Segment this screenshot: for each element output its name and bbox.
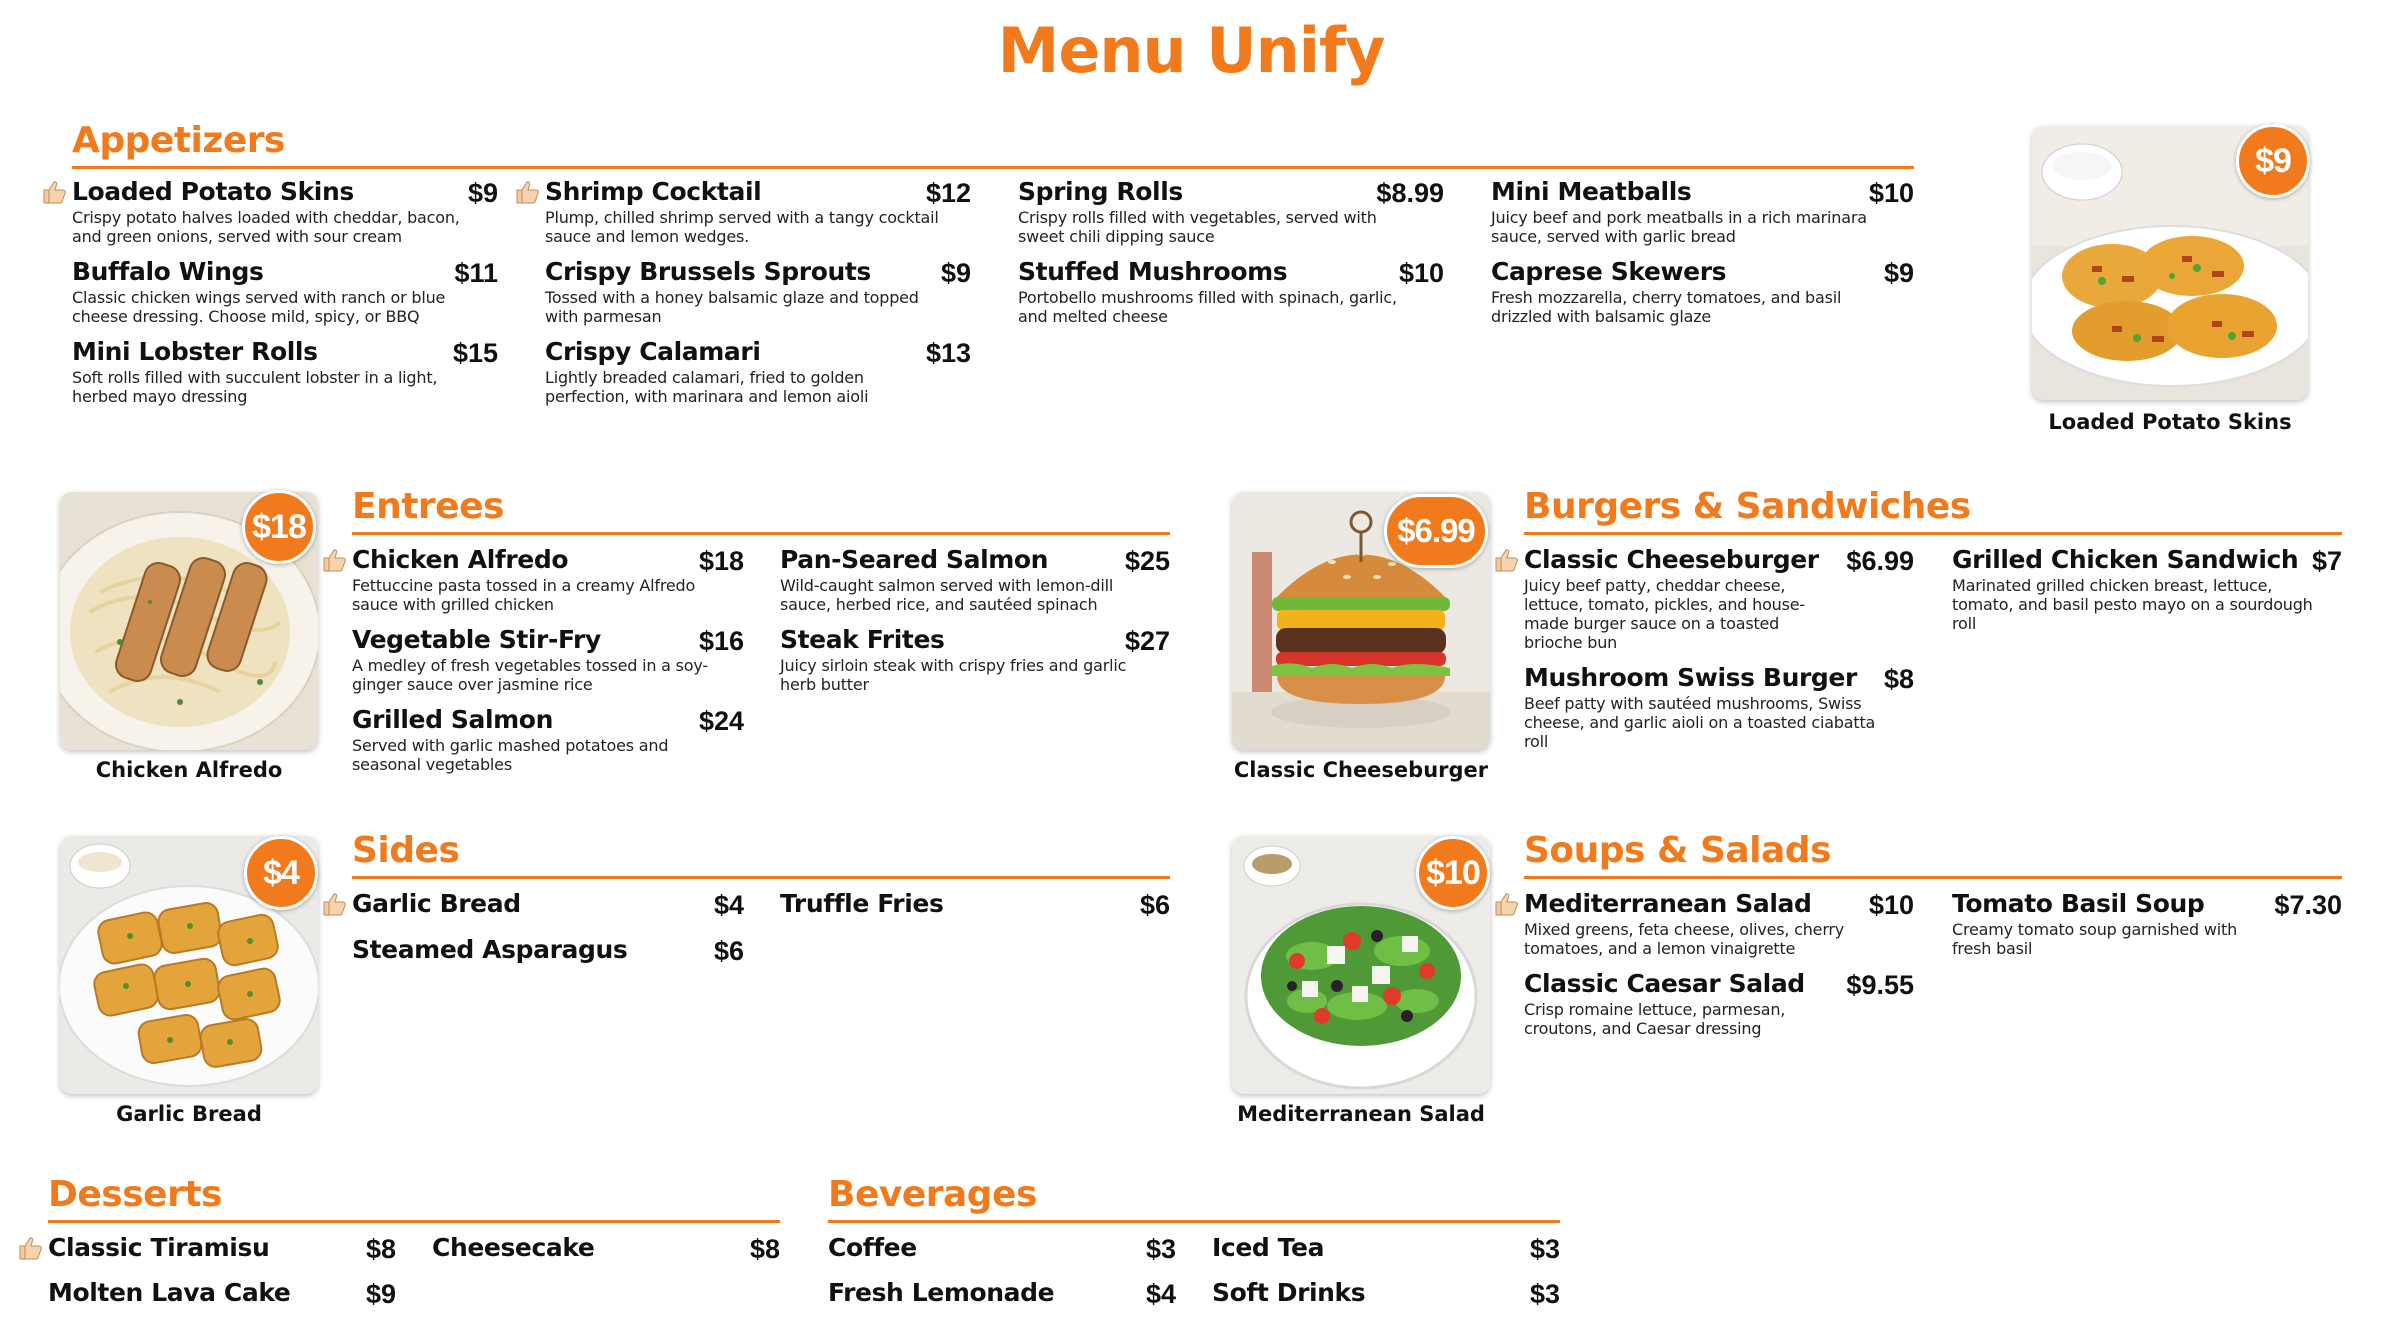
section-divider xyxy=(828,1220,1560,1223)
item-name: Crispy Calamari xyxy=(545,337,761,366)
item-price: $9 xyxy=(1883,258,1914,288)
menu-item[interactable] xyxy=(780,624,1170,694)
photo-caption: Garlic Bread xyxy=(116,1102,262,1126)
section-divider xyxy=(72,166,1914,169)
menu-item[interactable] xyxy=(1952,888,2342,958)
item-price: $15 xyxy=(452,338,498,368)
menu-item[interactable] xyxy=(352,888,744,920)
item-name: Mini Lobster Rolls xyxy=(72,337,318,366)
thumbs-up-icon xyxy=(513,178,541,206)
thumbs-up-icon xyxy=(40,178,68,206)
item-price: $16 xyxy=(698,626,744,656)
section-divider xyxy=(48,1220,780,1223)
photo-caption: Loaded Potato Skins xyxy=(2048,410,2292,434)
menu-item[interactable] xyxy=(828,1277,1176,1309)
section-appetizers xyxy=(72,118,1914,169)
menu-item[interactable] xyxy=(432,1232,780,1264)
item-description: Served with garlic mashed potatoes and seasonal vegetables xyxy=(352,736,669,774)
item-name: Tomato Basil Soup xyxy=(1952,889,2205,918)
menu-item[interactable] xyxy=(1212,1232,1560,1264)
price-badge: $10 xyxy=(1416,836,1490,910)
price-badge: $6.99 xyxy=(1384,494,1488,568)
item-price: $25 xyxy=(1124,546,1170,576)
item-price: $3 xyxy=(1145,1234,1176,1264)
section-divider xyxy=(352,876,1170,879)
section-heading: Burgers & Sandwiches xyxy=(1524,486,1971,527)
thumbs-up-icon xyxy=(320,890,348,918)
thumbs-up-icon xyxy=(16,1234,44,1262)
item-name: Iced Tea xyxy=(1212,1233,1325,1262)
thumbs-up-icon xyxy=(320,546,348,574)
item-price: $7 xyxy=(2311,546,2342,576)
menu-item[interactable] xyxy=(1524,544,1914,652)
item-price: $8 xyxy=(365,1234,396,1264)
item-price: $8 xyxy=(1883,664,1914,694)
item-price: $8 xyxy=(749,1234,780,1264)
item-price: $3 xyxy=(1529,1234,1560,1264)
item-name: Molten Lava Cake xyxy=(48,1278,291,1307)
item-price: $10 xyxy=(1868,178,1914,208)
item-description: Marinated grilled chicken breast, lettuce, tomato, and basil pesto mayo on a sourdough roll xyxy=(1952,576,2313,633)
item-name: Pan-Seared Salmon xyxy=(780,545,1049,574)
item-price: $9 xyxy=(467,178,498,208)
item-name: Coffee xyxy=(828,1233,917,1262)
item-description: Mixed greens, feta cheese, olives, cherry tomatoes, and a lemon vinaigrette xyxy=(1524,920,1845,958)
item-name: Mini Meatballs xyxy=(1491,177,1692,206)
menu-item[interactable] xyxy=(780,888,1170,920)
item-description: Fresh mozzarella, cherry tomatoes, and basil drizzled with balsamic glaze xyxy=(1491,288,1842,326)
item-price: $9.55 xyxy=(1846,970,1914,1000)
item-description: A medley of fresh vegetables tossed in a soy-ginger sauce over jasmine rice xyxy=(352,656,708,694)
item-price: $6.99 xyxy=(1846,546,1914,576)
menu-item[interactable] xyxy=(48,1277,396,1309)
item-description: Crisp romaine lettuce, parmesan, croutons, and Caesar dressing xyxy=(1524,1000,1786,1038)
menu-item[interactable] xyxy=(545,176,971,246)
item-description: Fettuccine pasta tossed in a creamy Alfredo sauce with grilled chicken xyxy=(352,576,696,614)
item-name: Truffle Fries xyxy=(780,889,944,918)
menu-item[interactable] xyxy=(352,544,744,614)
item-name: Crispy Brussels Sprouts xyxy=(545,257,871,286)
item-name: Steak Frites xyxy=(780,625,945,654)
item-price: $12 xyxy=(925,178,971,208)
section-heading: Beverages xyxy=(828,1174,1037,1215)
menu-item[interactable] xyxy=(1524,968,1914,1038)
menu-item[interactable] xyxy=(780,544,1170,614)
section-divider xyxy=(352,532,1170,535)
item-description: Plump, chilled shrimp served with a tangy cocktail sauce and lemon wedges. xyxy=(545,208,939,246)
section-heading: Sides xyxy=(352,830,460,871)
item-price: $4 xyxy=(1145,1279,1176,1309)
item-description: Wild-caught salmon served with lemon-dill sauce, herbed rice, and sautéed spinach xyxy=(780,576,1114,614)
menu-item[interactable] xyxy=(545,336,971,406)
section-burgers xyxy=(1524,484,2342,535)
item-price: $6 xyxy=(713,936,744,966)
menu-item[interactable] xyxy=(1018,176,1444,246)
section-heading: Desserts xyxy=(48,1174,222,1215)
photo-caption: Chicken Alfredo xyxy=(95,758,283,782)
item-description: Crispy rolls filled with vegetables, served with sweet chili dipping sauce xyxy=(1018,208,1377,246)
item-description: Juicy beef patty, cheddar cheese, lettuce, tomato, pickles, and house-made burger sauce on a toasted brioche bun xyxy=(1524,576,1805,652)
item-price: $7.30 xyxy=(2274,890,2342,920)
item-price: $13 xyxy=(925,338,971,368)
featured-item-appetizers[interactable] xyxy=(2032,126,2308,446)
item-name: Classic Tiramisu xyxy=(48,1233,270,1262)
item-name: Mushroom Swiss Burger xyxy=(1524,663,1857,692)
item-name: Caprese Skewers xyxy=(1491,257,1727,286)
item-name: Grilled Salmon xyxy=(352,705,553,734)
item-name: Steamed Asparagus xyxy=(352,935,628,964)
menu-item[interactable] xyxy=(48,1232,396,1264)
item-description: Lightly breaded calamari, fried to golden perfection, with marinara and lemon aioli xyxy=(545,368,869,406)
item-name: Fresh Lemonade xyxy=(828,1278,1055,1307)
menu-item[interactable] xyxy=(1524,662,1914,751)
item-price: $3 xyxy=(1529,1279,1560,1309)
item-name: Classic Caesar Salad xyxy=(1524,969,1805,998)
price-badge: $9 xyxy=(2236,124,2310,198)
item-price: $24 xyxy=(698,706,744,736)
menu-item[interactable] xyxy=(1018,256,1444,326)
item-name: Vegetable Stir-Fry xyxy=(352,625,601,654)
item-description: Classic chicken wings served with ranch or blue cheese dressing. Choose mild, spicy, or BBQ xyxy=(72,288,446,326)
featured-item-sides[interactable] xyxy=(60,836,318,1136)
menu-item[interactable] xyxy=(828,1232,1176,1264)
item-description: Tossed with a honey balsamic glaze and topped with parmesan xyxy=(545,288,919,326)
menu-item[interactable] xyxy=(1491,256,1914,326)
menu-item[interactable] xyxy=(72,256,498,326)
menu-title: Menu Unify xyxy=(997,14,1385,87)
featured-item-soups-salads[interactable] xyxy=(1232,836,1490,1136)
item-name: Soft Drinks xyxy=(1212,1278,1366,1307)
photo-caption: Classic Cheeseburger xyxy=(1233,758,1489,782)
item-price: $4 xyxy=(713,890,744,920)
section-heading: Soups & Salads xyxy=(1524,830,1831,871)
item-description: Crispy potato halves loaded with cheddar, bacon, and green onions, served with sour cream xyxy=(72,208,460,246)
item-price: $10 xyxy=(1398,258,1444,288)
menu-item[interactable] xyxy=(352,624,744,694)
featured-item-entrees[interactable] xyxy=(60,492,318,792)
section-divider xyxy=(1524,876,2342,879)
item-price: $27 xyxy=(1124,626,1170,656)
menu-item[interactable] xyxy=(352,934,744,966)
menu-item[interactable] xyxy=(1524,888,1914,958)
price-badge: $18 xyxy=(242,490,316,564)
item-price: $9 xyxy=(365,1279,396,1309)
menu-item[interactable] xyxy=(72,176,498,246)
item-name: Classic Cheeseburger xyxy=(1524,545,1819,574)
item-description: Soft rolls filled with succulent lobster in a light, herbed mayo dressing xyxy=(72,368,438,406)
section-soups-salads xyxy=(1524,828,2342,879)
item-name: Grilled Chicken Sandwich xyxy=(1952,545,2299,574)
item-price: $18 xyxy=(698,546,744,576)
section-heading: Entrees xyxy=(352,486,504,527)
section-heading: Appetizers xyxy=(72,120,285,161)
item-description: Juicy sirloin steak with crispy fries and garlic herb butter xyxy=(780,656,1127,694)
section-desserts xyxy=(48,1172,780,1223)
section-divider xyxy=(1524,532,2342,535)
item-price: $9 xyxy=(940,258,971,288)
menu-item[interactable] xyxy=(72,336,498,406)
item-name: Stuffed Mushrooms xyxy=(1018,257,1288,286)
menu-item[interactable] xyxy=(1952,544,2342,633)
item-name: Buffalo Wings xyxy=(72,257,264,286)
item-name: Mediterranean Salad xyxy=(1524,889,1812,918)
item-name: Chicken Alfredo xyxy=(352,545,569,574)
price-badge: $4 xyxy=(244,836,318,910)
item-description: Beef patty with sautéed mushrooms, Swiss cheese, and garlic aioli on a toasted ciabatta roll xyxy=(1524,694,1876,751)
item-name: Garlic Bread xyxy=(352,889,521,918)
item-price: $8.99 xyxy=(1376,178,1444,208)
item-price: $10 xyxy=(1868,890,1914,920)
item-description: Portobello mushrooms filled with spinach, garlic, and melted cheese xyxy=(1018,288,1397,326)
photo-caption: Mediterranean Salad xyxy=(1237,1102,1485,1126)
featured-item-burgers[interactable] xyxy=(1232,492,1490,792)
section-entrees xyxy=(352,484,1170,535)
section-sides xyxy=(352,828,1170,879)
menu-item[interactable] xyxy=(352,704,744,774)
thumbs-up-icon xyxy=(1492,546,1520,574)
menu-item[interactable] xyxy=(545,256,971,326)
item-description: Creamy tomato soup garnished with fresh basil xyxy=(1952,920,2238,958)
menu-item[interactable] xyxy=(1491,176,1914,246)
item-price: $11 xyxy=(454,258,498,288)
menu-item[interactable] xyxy=(1212,1277,1560,1309)
item-name: Spring Rolls xyxy=(1018,177,1183,206)
item-name: Cheesecake xyxy=(432,1233,595,1262)
item-price: $6 xyxy=(1139,890,1170,920)
section-beverages xyxy=(828,1172,1560,1223)
item-name: Loaded Potato Skins xyxy=(72,177,354,206)
item-description: Juicy beef and pork meatballs in a rich marinara sauce, served with garlic bread xyxy=(1491,208,1867,246)
thumbs-up-icon xyxy=(1492,890,1520,918)
item-name: Shrimp Cocktail xyxy=(545,177,762,206)
